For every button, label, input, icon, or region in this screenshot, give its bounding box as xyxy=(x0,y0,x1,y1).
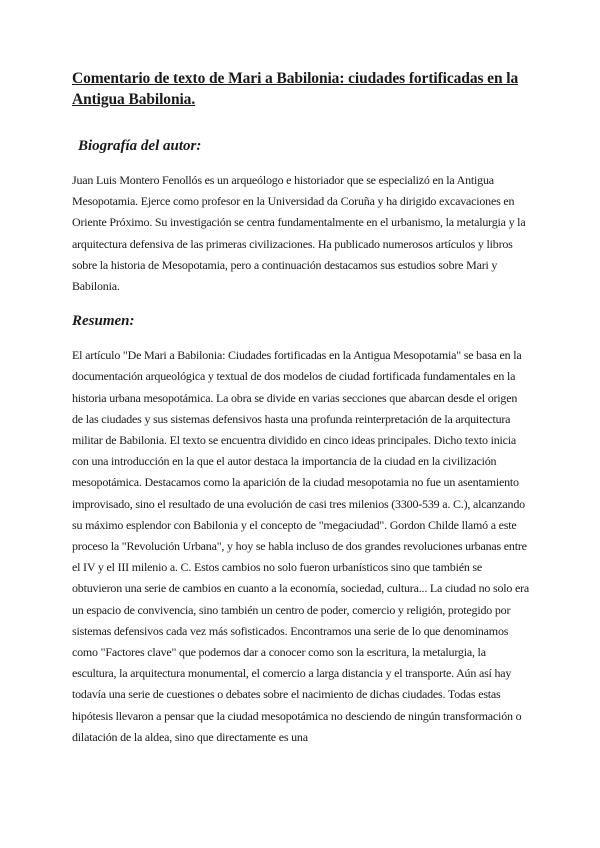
summary-paragraph: El artículo "De Mari a Babilonia: Ciudades fortificadas en la Antigua Mesopotamia" se basa en la documentación arqueológica y textual de dos modelos de ciudad fortificada fundamentales en la historia urbana mesopotámica. La obra se divide en varias secciones que abarcan desde el origen de las ciudades y sus sistemas defensivos hasta una profunda reinterpretación de la arquitectura militar de Babilonia. El texto se encuentra dividido en cinco ideas principales. Dicho texto inicia con una introducción en la que el autor destaca la importancia de la ciudad en la civilización mesopotámica. Destacamos como la aparición de la ciudad mesopotamia no fue un asentamiento improvisado, sino el resultado de una evolución de casi tres milenios (3300-539 a. C.), alcanzando su máximo esplendor con Babilonia y el concepto de "megaciudad". Gordon Childe llamó a este proceso la "Revolución Urbana", y hoy se habla incluso de dos grandes revoluciones urbanas entre el IV y el III milenio a. C. Estos cambios no solo fueron urbanísticos sino que también se obtuvieron una serie de cambios en cuanto a la economía, sociedad, cultura... La ciudad no solo era un espacio de convivencia, sino también un centro de poder, comercio y religión, protegido por sistemas defensivos cada vez más sofisticados. Encontramos una serie de lo que denominamos como "Factores clave" que podemos dar a conocer como son la escritura, la metalurgia, la escultura, la arquitectura monumental, el comercio a larga distancia y el transporte. Aún así hay todavía una serie de cuestiones o debates sobre el nacimiento de dichas ciudades. Todas estas hipótesis llevaron a pensar que la ciudad mesopotámica no desciendo de ningún transformación o dilatación de la aldea, sino que directamente es una xyxy=(72,348,530,744)
biography-heading: Biografía del autor: xyxy=(78,138,202,154)
summary-heading: Resumen: xyxy=(72,313,135,330)
document-title: Comentario de texto de Mari a Babilonia: ciudades fortificadas en la Antigua Babilonia. xyxy=(72,70,519,108)
biography-paragraph: Juan Luis Montero Fenollós es un arqueólogo e historiador que se especializó en la Antigua Mesopotamia. Ejerce como profesor en la Universidad da Coruña y ha dirigido excavaciones en Oriente Próximo. Su investigación se centra fundamentalmente en el urbanismo, la metalurgia y la arquitectura defensiva de las primeras civilizaciones. Ha publicado numerosos artículos y libros sobre la historia de Mesopotamia, pero a continuación destacamos sus estudios sobre Mari y Babilonia. xyxy=(72,173,526,294)
document-page xyxy=(72,68,530,748)
